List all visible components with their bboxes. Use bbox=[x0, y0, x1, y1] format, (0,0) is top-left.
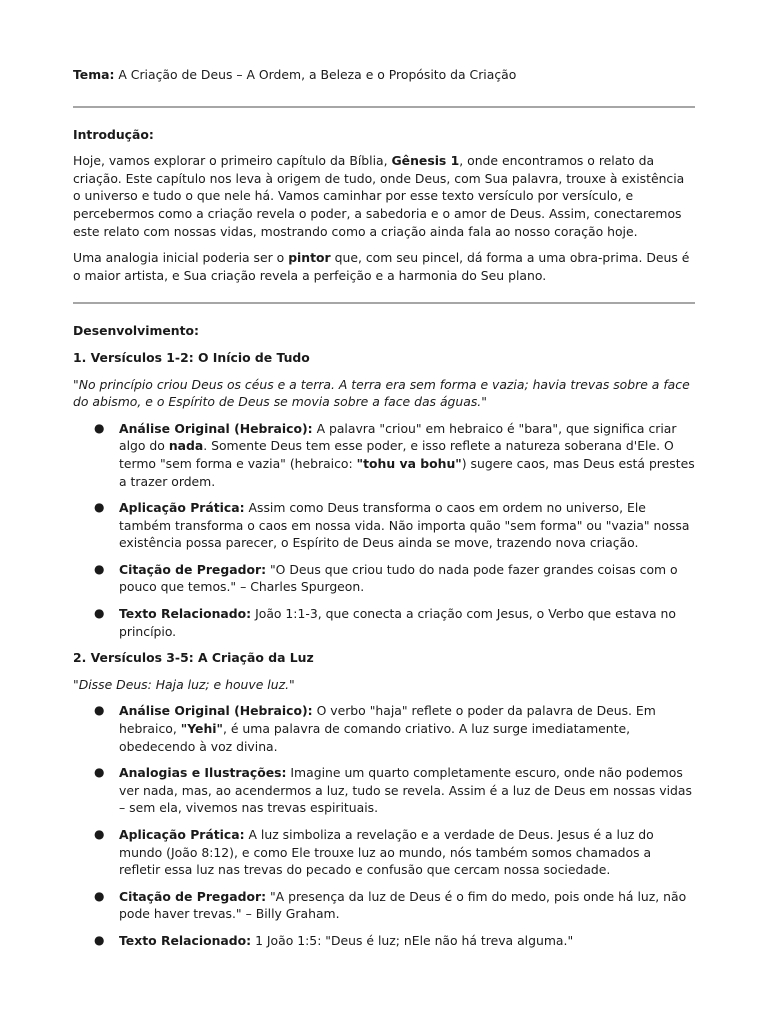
list-item: ● Texto Relacionado: 1 João 1:5: "Deus é luz; nEle não há treva alguma." bbox=[94, 932, 574, 948]
section-1-list bbox=[73, 420, 695, 641]
theme-text: A Criação de Deus – A Ordem, a Beleza e o Propósito da Criação bbox=[114, 67, 517, 82]
list-item: ● Aplicação Prática: Assim como Deus transforma o caos em ordem no universo, Ele também transforma o caos em nossa vida. Não importa quão "sem forma" ou "vazia" nossa existência possa parecer, o Espírito de Deus ainda se move, trazendo nova criação. bbox=[94, 500, 690, 551]
bullet-icon: ● bbox=[94, 606, 105, 621]
list-item: ● Citação de Pregador: "O Deus que criou tudo do nada pode fazer grandes coisas com o pouco que temos." – Charles Spurgeon. bbox=[94, 561, 678, 595]
bullet-icon: ● bbox=[94, 561, 105, 576]
section-1-title: 1. Versículos 1-2: O Início de Tudo bbox=[73, 349, 310, 365]
development-heading: Desenvolvimento: bbox=[73, 323, 199, 339]
section-2-quote: "Disse Deus: Haja luz; e houve luz." bbox=[73, 676, 295, 692]
bullet-icon: ● bbox=[94, 765, 105, 780]
section-2-list bbox=[73, 702, 695, 949]
bullet-icon: ● bbox=[94, 888, 105, 903]
list-item: ● Análise Original (Hebraico): O verbo "haja" reflete o poder da palavra de Deus. Em hebraico, "Yehi", é uma palavra de comando criativo. A luz surge imediatamente, obedecendo à voz divina. bbox=[94, 703, 656, 754]
horizontal-rule bbox=[73, 302, 695, 304]
list-item: ● Texto Relacionado: João 1:1-3, que conecta a criação com Jesus, o Verbo que estava no princípio. bbox=[94, 606, 676, 639]
horizontal-rule bbox=[73, 106, 695, 108]
intro-paragraph-1: Hoje, vamos explorar o primeiro capítulo da Bíblia, Gênesis 1, onde encontramos o relato da criação. Este capítulo nos leva à origem de tudo, onde Deus, com Sua palavra, trouxe à existência o universo e tudo o que nele há. Vamos caminhar por esse texto versículo por versículo, e percebermos como a criação revela o poder, a sabedoria e o amor de Deus. Assim, conectaremos este relato com nossas vidas, mostrando como a criação ainda fala ao nosso coração hoje. bbox=[73, 153, 685, 239]
section-2-title: 2. Versículos 3-5: A Criação da Luz bbox=[73, 650, 314, 666]
bullet-icon: ● bbox=[94, 932, 105, 947]
list-item: ● Análise Original (Hebraico): A palavra "criou" em hebraico é "bara", que significa criar algo do nada. Somente Deus tem esse poder, e isso reflete a natureza soberana d'Ele. O termo "sem forma e vazia" (hebraico: "tohu va bohu") sugere caos, mas Deus está prestes a trazer ordem. bbox=[94, 420, 695, 489]
bullet-icon: ● bbox=[94, 500, 105, 515]
list-item: ● Analogias e Ilustrações: Imagine um quarto completamente escuro, onde não podemos ver nada, mas, ao acendermos a luz, tudo se revela. Assim é a luz de Deus em nossas vidas – sem ela, vivemos nas trevas espirituais. bbox=[94, 765, 692, 816]
bullet-icon: ● bbox=[94, 420, 105, 435]
intro-heading: Introdução: bbox=[73, 126, 154, 142]
document-page bbox=[73, 66, 695, 959]
theme-label: Tema: bbox=[73, 67, 115, 82]
list-item: ● Citação de Pregador: "A presença da luz de Deus é o fim do medo, pois onde há luz, não pode haver trevas." – Billy Graham. bbox=[94, 888, 687, 922]
bullet-icon: ● bbox=[94, 703, 105, 718]
list-item: ● Aplicação Prática: A luz simboliza a revelação e a verdade de Deus. Jesus é a luz do mundo (João 8:12), e como Ele trouxe luz ao mundo, nós também somos chamados a refletir essa luz nas trevas do pecado e confusão que cercam nossa sociedade. bbox=[94, 827, 654, 878]
theme-line bbox=[73, 66, 695, 84]
intro-paragraph-2: Uma analogia inicial poderia ser o pintor que, com seu pincel, dá forma a uma obra-prima. Deus é o maior artista, e Sua criação revela a perfeição e a harmonia do Seu plano. bbox=[73, 250, 690, 283]
bullet-icon: ● bbox=[94, 827, 105, 841]
section-1-quote: "No princípio criou Deus os céus e a terra. A terra era sem forma e vazia; havia trevas sobre a face do abismo, e o Espírito de Deus se movia sobre a face das águas." bbox=[73, 376, 690, 410]
